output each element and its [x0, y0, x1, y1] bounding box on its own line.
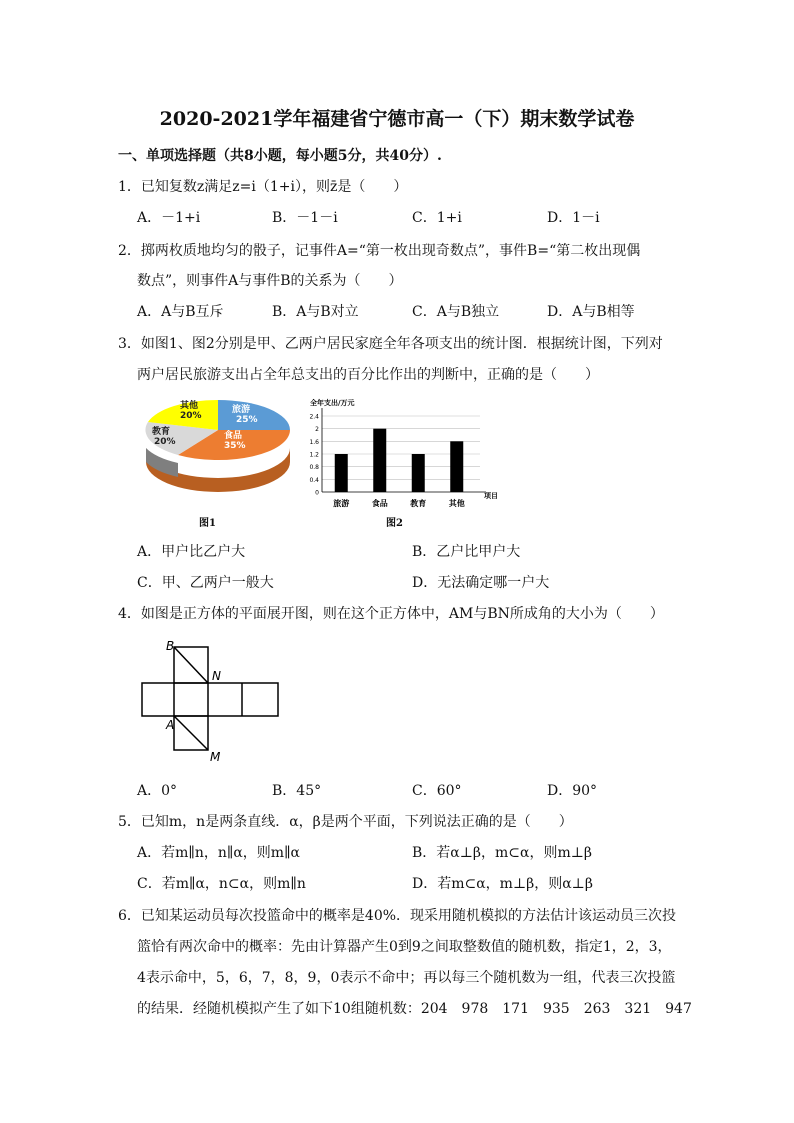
cube-net-middle-row [142, 683, 278, 716]
question-2-line-1: 2．掷两枚质地均匀的骰子，记事件A=“第一枚出现奇数点”，事件B=“第二枚出现偶 [118, 243, 641, 259]
q1-option-b: B．－1－i [272, 210, 338, 226]
bar-chart-bar [335, 454, 348, 492]
bar-chart-bar [412, 454, 425, 492]
pie-label-food: 食品 35% [224, 431, 246, 451]
pie-label-other: 其他 20% [180, 401, 202, 421]
pie-label-education: 教育 20% [152, 427, 176, 447]
q5-option-c: C．若m∥α，n⊂α，则m∥n [137, 876, 306, 892]
bar-chart-figure-2 [300, 396, 515, 514]
segment-bn [174, 647, 208, 683]
q3-option-c: C．甲、乙两户一般大 [137, 575, 274, 591]
q4-option-b: B．45° [272, 783, 322, 799]
pie-chart-figure-1 [138, 392, 298, 504]
question-6-line-1: 6．已知某运动员每次投篮命中的概率是40%．现采用随机模拟的方法估计该运动员三次投 [118, 908, 677, 924]
point-label-n: N [212, 669, 221, 683]
cube-net-diagram [138, 636, 298, 766]
question-6-line-4: 的结果．经随机模拟产生了如下10组随机数：204 978 171 935 263 321 947 [137, 1001, 692, 1017]
question-6-line-2: 篮恰有两次命中的概率：先由计算器产生0到9之间取整数值的随机数，指定1，2，3， [137, 939, 672, 955]
q3-option-b: B．乙户比甲户大 [412, 544, 521, 560]
bar-chart-y-tick-label: 0.4 [309, 476, 319, 484]
question-3-line-2: 两户居民旅游支出占全年总支出的百分比作出的判断中，正确的是（ ） [137, 367, 599, 383]
point-label-a: A [166, 718, 175, 732]
bar-chart-x-tick-label: 旅游 [333, 499, 350, 508]
bar-chart-y-tick-label: 2 [315, 426, 319, 434]
q3-option-d: D．无法确定哪一户大 [412, 575, 550, 591]
bar-chart-x-tick-label: 其他 [448, 499, 465, 508]
bar-chart-y-tick-label: 1.6 [309, 438, 319, 446]
q2-option-c: C．A与B独立 [412, 304, 500, 320]
question-2-line-2: 数点”，则事件A与事件B的关系为（ ） [137, 273, 403, 289]
q1-option-a: A．－1+i [137, 210, 201, 226]
bar-chart-x-axis-label: 项目 [484, 492, 498, 500]
q5-option-b: B．若α⊥β，m⊂α，则m⊥β [412, 845, 592, 861]
q4-option-c: C．60° [412, 783, 462, 799]
q2-option-d: D．A与B相等 [547, 304, 635, 320]
q2-option-a: A．A与B互斥 [137, 304, 224, 320]
question-6-line-3: 4表示命中，5，6，7，8，9，0表示不命中；再以每三个随机数为一组，代表三次投篮 [137, 970, 676, 986]
q5-option-d: D．若m⊂α，m⊥β，则α⊥β [412, 876, 593, 892]
q5-option-a: A．若m∥n，n∥α，则m∥α [137, 845, 301, 861]
page-title: 2020-2021学年福建省宁德市高一（下）期末数学试卷 [159, 108, 635, 130]
question-5-stem: 5．已知m，n是两条直线．α，β是两个平面，下列说法正确的是（ ） [118, 814, 573, 830]
bar-chart-y-tick-label: 1.2 [309, 451, 319, 459]
question-4-stem: 4．如图是正方体的平面展开图，则在这个正方体中，AM与BN所成角的大小为（ ） [118, 606, 664, 622]
q1-option-d: D．1－i [547, 210, 600, 226]
segment-am [174, 716, 208, 750]
figure-2-caption: 图2 [386, 518, 403, 529]
bar-chart-y-tick-label: 0 [315, 489, 319, 497]
question-3-line-1: 3．如图1、图2分别是甲、乙两户居民家庭全年各项支出的统计图．根据统计图，下列对 [118, 336, 663, 352]
bar-chart-y-axis-label: 全年支出/万元 [310, 399, 355, 407]
bar-chart-y-tick-label: 2.4 [309, 413, 319, 421]
section-heading: 一、单项选择题（共8小题，每小题5分，共40分）. [118, 148, 442, 164]
point-label-m: M [210, 750, 221, 764]
bar-chart-x-tick-label: 食品 [371, 499, 388, 508]
bar-chart-y-tick-label: 0.8 [309, 464, 319, 472]
point-label-b: B [166, 639, 175, 653]
bar-chart-bar [450, 441, 463, 492]
figure-1-caption: 图1 [199, 518, 216, 529]
q4-option-d: D．90° [547, 783, 598, 799]
q3-option-a: A．甲户比乙户大 [137, 544, 246, 560]
bar-chart-x-tick-label: 教育 [410, 499, 427, 508]
q2-option-b: B．A与B对立 [272, 304, 359, 320]
q4-option-a: A．0° [137, 783, 178, 799]
pie-label-travel: 旅游 25% [232, 405, 258, 425]
q1-option-c: C．1+i [412, 210, 462, 226]
bar-chart-bar [373, 429, 386, 492]
question-1-stem: 1．已知复数z满足z=i（1+i），则z̄是（ ） [118, 179, 408, 195]
